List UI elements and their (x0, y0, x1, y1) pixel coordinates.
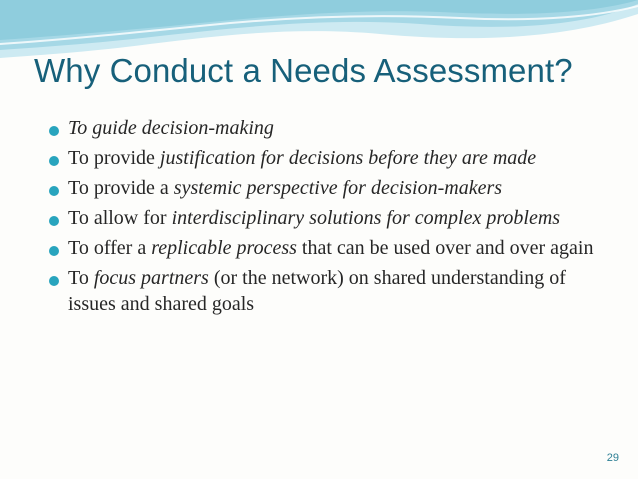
emphasis-text: focus partners (93, 267, 209, 289)
body-text: that can be used over and over again (296, 237, 594, 259)
bullet-dot-icon (49, 126, 59, 136)
emphasis-text: replicable process (151, 237, 297, 259)
bullet-list (46, 115, 606, 317)
bullet-item (46, 145, 606, 171)
bullet-item (46, 205, 606, 231)
body-text: To provide a (68, 177, 174, 199)
bullet-item (46, 115, 606, 141)
decorative-wave-banner (0, 0, 638, 60)
body-text: To allow for (68, 207, 172, 229)
body-text: To (68, 267, 94, 289)
bullet-item (46, 175, 606, 201)
bullet-dot-icon (49, 186, 59, 196)
bullet-dot-icon (49, 156, 59, 166)
bullet-dot-icon (49, 216, 59, 226)
bullet-dot-icon (49, 246, 59, 256)
body-text: (or the network) on shared understanding of issues and shared goals (68, 267, 566, 315)
bullet-item (46, 265, 606, 317)
emphasis-text: systemic perspective for decision-makers (173, 177, 503, 199)
bullet-dot-icon (49, 276, 59, 286)
body-text: To provide (68, 147, 160, 169)
emphasis-text: To guide decision-making (68, 117, 274, 139)
body-text: To offer a (68, 237, 152, 259)
emphasis-text: justification for decisions before they are made (159, 147, 537, 169)
bullet-item (46, 235, 606, 261)
page-number: 29 (606, 452, 619, 464)
emphasis-text: interdisciplinary solutions for complex problems (171, 207, 561, 229)
slide-title: Why Conduct a Needs Assessment? (34, 52, 573, 89)
